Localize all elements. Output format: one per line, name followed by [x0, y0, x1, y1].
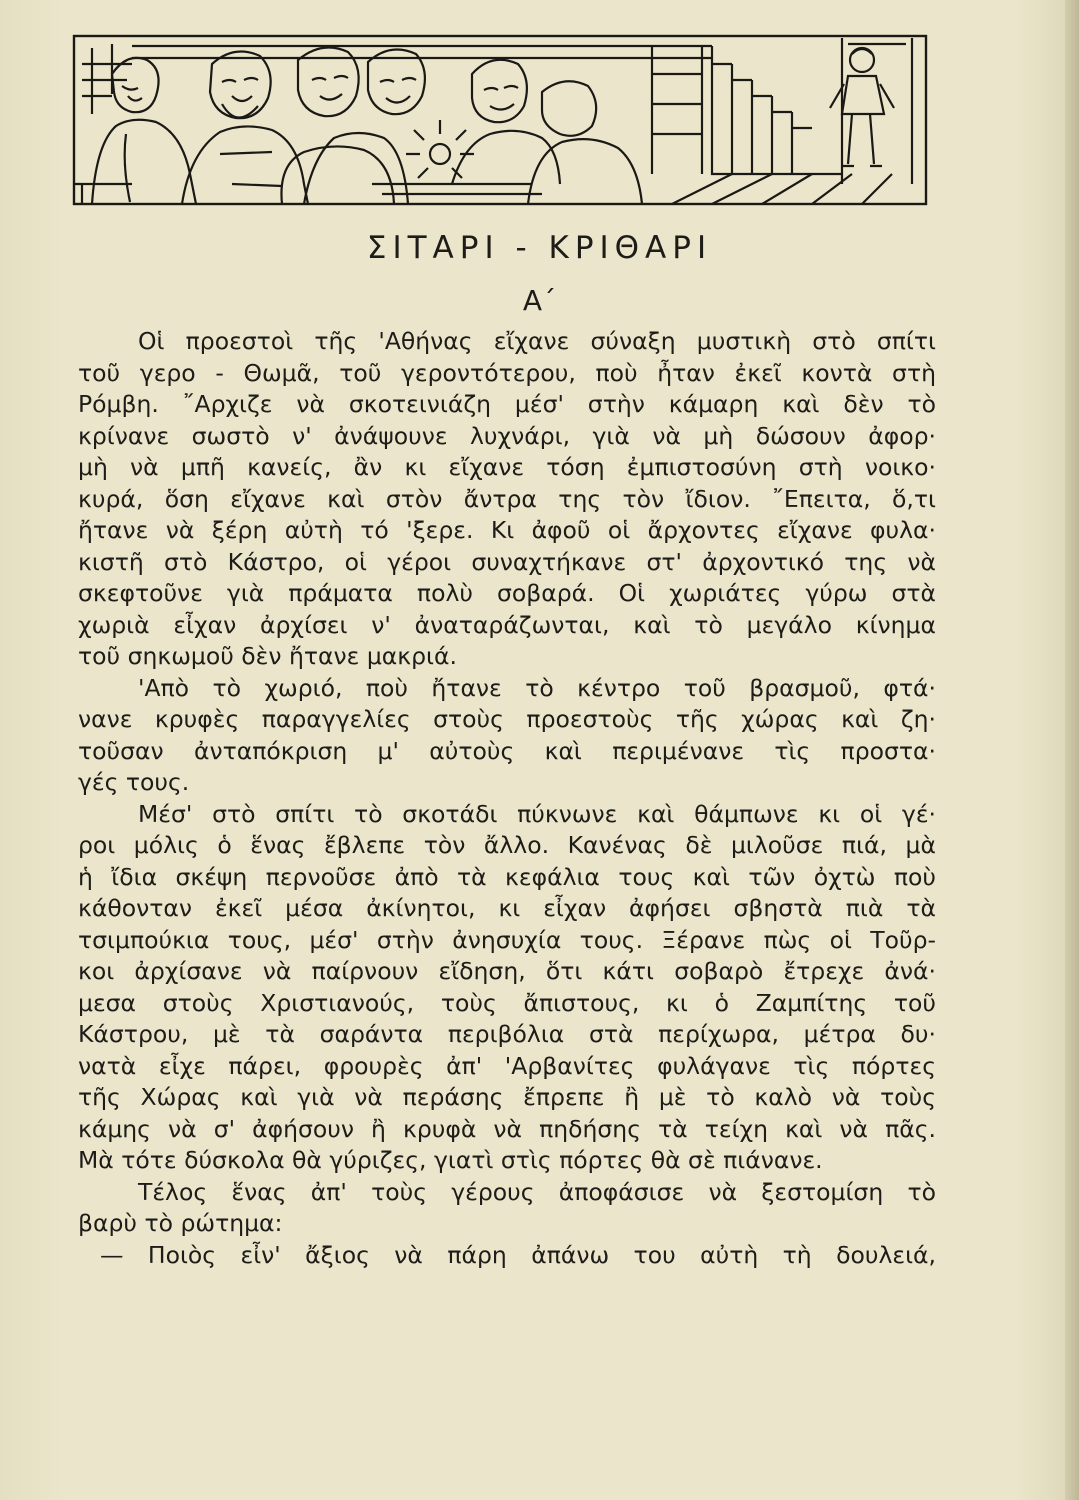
chapter-title: ΣΙΤΑΡΙ - ΚΡΙΘΑΡΙ — [366, 230, 713, 266]
text-line: ροι μόλις ὁ ἕνας ἔβλεπε τὸν ἄλλο. Κανένας δὲ μιλοῦσε πιά, μὰ — [78, 831, 936, 859]
text-line: βαρὺ τὸ ρώτημα: — [78, 1209, 283, 1237]
text-line: τοῦσαν ἀνταπόκριση μ' αὐτοὺς καὶ περιμένανε τὶς προστα· — [78, 736, 936, 765]
text-line: Μὰ τότε δύσκολα θὰ γύριζες, γιατὶ στὶς πόρτες θὰ σὲ πιάνανε. — [78, 1146, 823, 1174]
text-line: Μέσ' στὸ σπίτι τὸ σκοτάδι πύκνωνε καὶ θάμπωνε κι οἱ γέ· — [138, 799, 936, 828]
text-line: μεσα στοὺς Χριστιανούς, τοὺς ἄπιστους, κι ὁ Ζαμπίτης τοῦ — [78, 988, 936, 1017]
text-line: σκεφτοῦνε γιὰ πράματα πολὺ σοβαρά. Οἱ χωριάτες γύρω στὰ — [78, 579, 936, 607]
text-line: Κάστρου, μὲ τὰ σαράντα περιβόλια στὰ περίχωρα, μέτρα δυ· — [78, 1020, 936, 1048]
text-line: τοῦ γερο - Θωμᾶ, τοῦ γεροντότερου, ποὺ ἦταν ἐκεῖ κοντὰ στὴ — [78, 358, 936, 387]
text-line: γές τους. — [78, 768, 190, 796]
text-line: νατὰ εἶχε πάρει, φρουρὲς ἀπ' 'Αρβανίτες φυλάγανε τὶς πόρτες — [78, 1051, 936, 1080]
text-line: Ρόμβη. ῎Αρχιζε νὰ σκοτεινιάζη μέσ' στὴν κάμαρη καὶ δὲν τὸ — [78, 390, 936, 418]
text-line: ἤτανε νὰ ξέρη αὐτὴ τό 'ξερε. Κι ἀφοῦ οἱ ἄρχοντες εἴχανε φυλα· — [78, 516, 936, 544]
text-line: κρίνανε σωστὸ ν' ἀνάψουνε λυχνάρι, γιὰ νὰ μὴ δώσουν ἀφορ· — [78, 421, 936, 450]
text-line: κιστῆ στὸ Κάστρο, οἱ γέροι συναχτήκανε στ' ἀρχοντικό της νὰ — [78, 547, 936, 576]
text-line: κάμης νὰ σ' ἀφήσουν ἢ κρυφὰ νὰ πηδήσης τὰ τείχη καὶ νὰ πᾶς. — [78, 1114, 936, 1143]
text-line: 'Απὸ τὸ χωριό, ποὺ ἤτανε τὸ κέντρο τοῦ βρασμοῦ, φτά· — [138, 673, 936, 702]
text-line: ἡ ἴδια σκέψη περνοῦσε ἀπὸ τὰ κεφάλια τους καὶ τῶν ὀχτὼ ποὺ — [78, 862, 936, 891]
text-line: κοι ἀρχίσανε νὰ παίρνουν εἴδηση, ὅτι κάτι σοβαρὸ ἔτρεχε ἀνά· — [78, 957, 936, 985]
old-men-meeting-illustration-icon — [72, 34, 928, 206]
text-line: Τέλος ἕνας ἀπ' τοὺς γέρους ἀποφάσισε νὰ ξεστομίση τὸ — [138, 1177, 936, 1206]
page-edge — [1065, 0, 1079, 1500]
text-line: μὴ νὰ μπῆ κανείς, ἂν κι εἴχανε τόση ἐμπιστοσύνη στὴ νοικο· — [78, 453, 936, 481]
text-line: τοῦ σηκωμοῦ δὲν ἤτανε μακριά. — [78, 642, 457, 670]
chapter-number: Α΄ — [522, 284, 557, 317]
text-line: κάθονταν ἐκεῖ μέσα ἀκίνητοι, κι εἶχαν ἀφήσει σβηστὰ πιὰ τὰ — [78, 894, 936, 922]
text-line: τσιμπούκια τους, μέσ' στὴν ἀνησυχία τους. Ξέρανε πὼς οἱ Τοῦρ- — [78, 925, 936, 954]
body-text — [78, 326, 936, 1271]
text-line: νανε κρυφὲς παραγγελίες στοὺς προεστοὺς τῆς χώρας καὶ ζη· — [78, 705, 936, 733]
text-line: — Ποιὸς εἶν' ἄξιος νὰ πάρη ἀπάνω του αὐτὴ τὴ δουλειά, — [100, 1240, 936, 1269]
text-line: τῆς Χώρας καὶ γιὰ νὰ περάσης ἔπρεπε ἢ μὲ τὸ καλὸ νὰ τοὺς — [78, 1083, 936, 1111]
text-line: χωριὰ εἶχαν ἀρχίσει ν' ἀναταράζωνται, καὶ τὸ μεγάλο κίνημα — [78, 610, 936, 639]
text-line: Οἱ προεστοὶ τῆς 'Αθήνας εἴχανε σύναξη μυστικὴ στὸ σπίτι — [138, 327, 936, 355]
text-line: κυρά, ὅση εἴχανε καὶ στὸν ἄντρα της τὸν ἴδιον. ῎Επειτα, ὅ,τι — [78, 484, 936, 513]
